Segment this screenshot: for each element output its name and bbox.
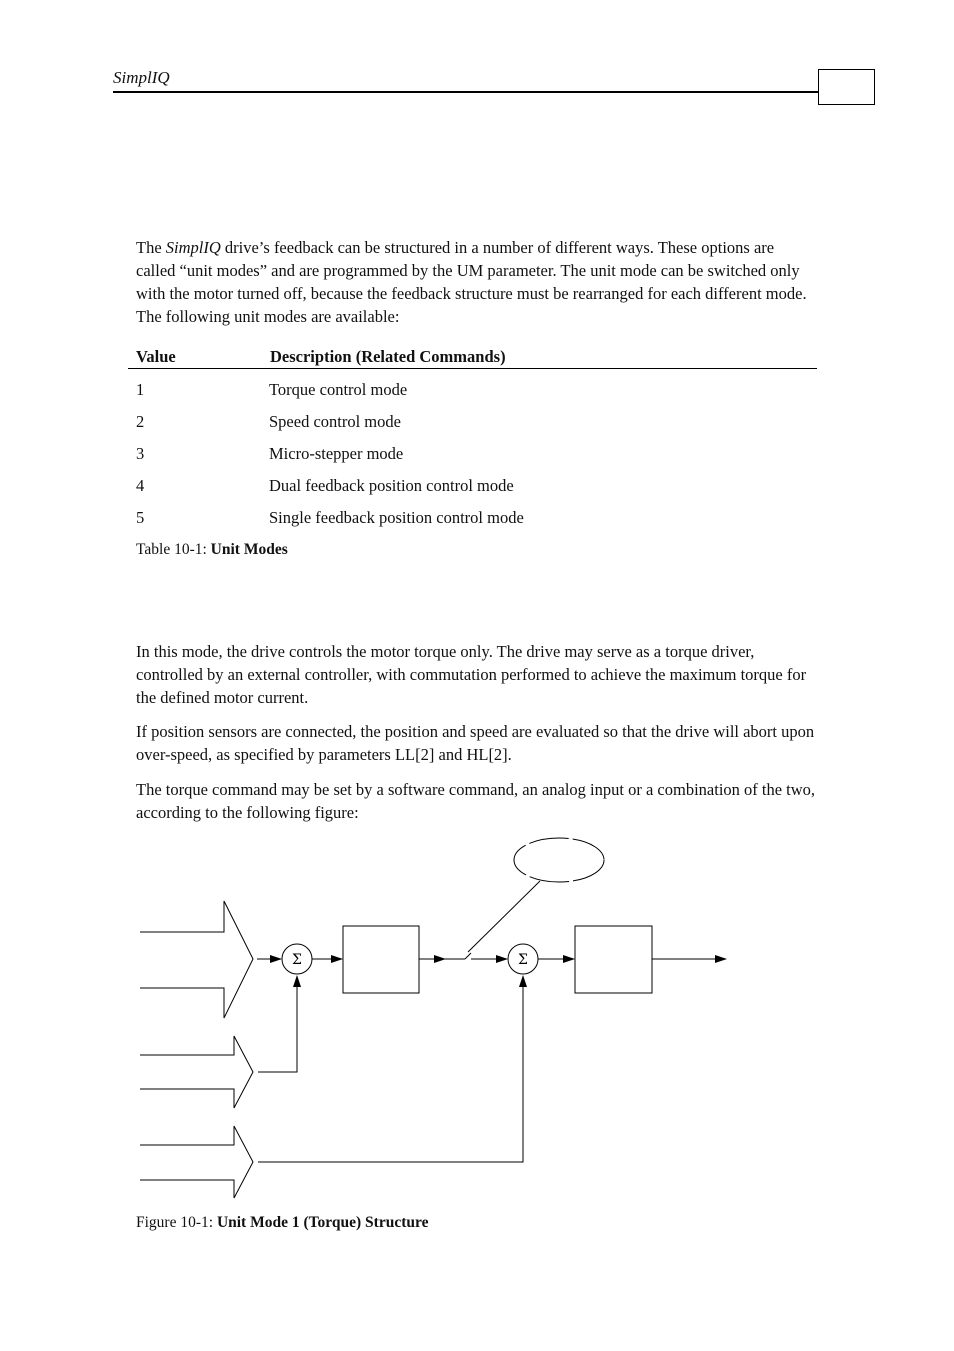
table-cell-value: 5 [136, 508, 145, 527]
header-brand: SimplIQ [113, 68, 170, 87]
intro-lead: The [136, 238, 166, 257]
table-cell-value: 4 [136, 476, 145, 495]
table-cell-description: Torque control mode [269, 380, 408, 399]
figure-caption-prefix: Figure 10-1: [136, 1214, 217, 1231]
table-cell-description: Speed control mode [269, 412, 401, 431]
table-cell-value: 2 [136, 412, 145, 431]
table-cell-description: Single feedback position control mode [269, 508, 524, 527]
table-cell-description: Micro-stepper mode [269, 444, 404, 463]
annotation-leader [468, 881, 540, 952]
table-caption-prefix: Table 10-1: [136, 541, 211, 558]
input-arrow-medium [140, 1036, 253, 1108]
figure-caption [136, 1214, 428, 1232]
input-arrow-lower [140, 1126, 253, 1198]
block-1 [343, 926, 419, 993]
summing-symbol-1: Σ [292, 952, 302, 968]
section-paragraph: In this mode, the drive controls the motor torque only. The drive may serve as a torque driver, controlled by an external controller, with commutation performed to achieve the maximum torque for the defined motor current. [136, 642, 807, 707]
section-paragraph: If position sensors are connected, the position and speed are evaluated so that the drive will abort upon over-speed, as specified by parameters LL[2] and HL[2]. [136, 722, 815, 764]
table-cell-description: Dual feedback position control mode [269, 476, 514, 495]
connector [258, 976, 297, 1072]
annotation-ellipse [514, 838, 604, 882]
table-cell-value: 3 [136, 444, 145, 463]
connector [465, 953, 471, 959]
table-header-value: Value [136, 347, 176, 366]
connector [258, 976, 523, 1162]
figure-caption-title: Unit Mode 1 (Torque) Structure [216, 1214, 429, 1231]
block-2 [575, 926, 652, 993]
intro-brand: SimplIQ [165, 238, 221, 257]
intro-text: drive’s feedback can be structured in a number of different ways. These options are called “unit modes” and are programmed by the UM parameter. The unit mode can be switched only with the motor turned off, because the feedback structure must be rearranged for each different mode. The following unit modes are available: [136, 238, 807, 326]
section-paragraph: The torque command may be set by a software command, an analog input or a combination of the two, according to the following figure: [136, 780, 816, 822]
summing-symbol-2: Σ [518, 952, 528, 968]
table-caption-title: Unit Modes [210, 541, 288, 558]
input-arrow-large [140, 901, 253, 1018]
table-header-description: Description (Related Commands) [270, 347, 506, 366]
table-cell-value: 1 [136, 380, 145, 399]
